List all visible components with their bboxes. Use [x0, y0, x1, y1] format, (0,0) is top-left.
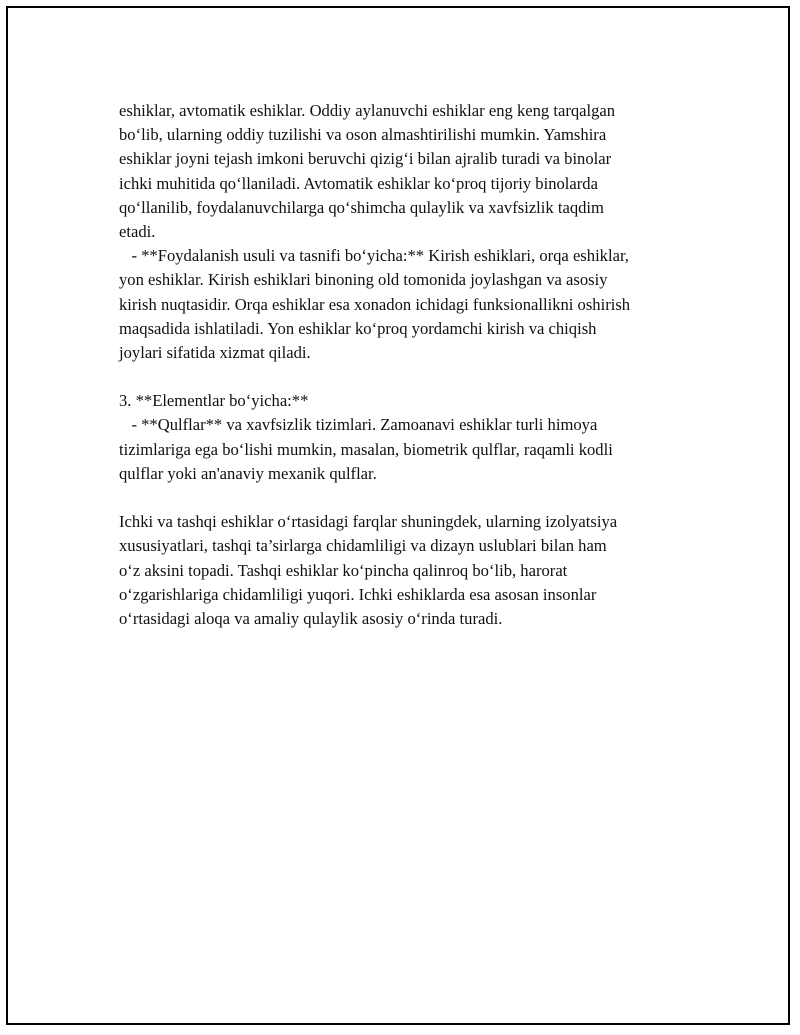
paragraph-usage-classification — [119, 244, 709, 365]
document-page — [6, 6, 790, 1025]
document-body — [119, 99, 709, 631]
text-line: yon eshiklar. Kirish eshiklari binoning old tomonida joylashgan va asosiy — [119, 270, 608, 290]
text-line: qo‘llanilib, foydalanuvchilarga qo‘shimcha qulaylik va xavfsizlik taqdim — [119, 197, 604, 217]
text-line: maqsadida ishlatiladi. Yon eshiklar ko‘proq yordamchi kirish va chiqish — [119, 318, 597, 338]
text-line: eshiklar, avtomatik eshiklar. Oddiy aylanuvchi eshiklar eng keng tarqalgan — [119, 101, 616, 120]
text-line: - **Foydalanish usuli va tasnifi bo‘yicha:** Kirish eshiklari, orqa eshiklar, — [119, 246, 629, 266]
paragraph-doors-types — [119, 99, 709, 244]
text-line: eshiklar joyni tejash imkoni beruvchi qizig‘i bilan ajralib turadi va binolar — [119, 149, 612, 169]
text-line: ichki muhitida qo‘llaniladi. Avtomatik eshiklar ko‘proq tijoriy binolarda — [119, 173, 598, 193]
text-line: o‘rtasidagi aloqa va amaliy qulaylik asosiy o‘rinda turadi. — [119, 608, 503, 628]
text-line: o‘zgarishlariga chidamliligi yuqori. Ichki eshiklarda esa asosan insonlar — [119, 584, 597, 604]
paragraph-elements — [119, 389, 709, 486]
text-line: xususiyatlari, tashqi ta’sirlarga chidamliligi va dizayn uslublari bilan ham — [119, 536, 607, 556]
text-line: Ichki va tashqi eshiklar o‘rtasidagi farqlar shuningdek, ularning izolyatsiya — [119, 512, 618, 532]
text-line: etadi. — [119, 221, 156, 241]
paragraph-spacer — [119, 486, 709, 510]
text-line: o‘z aksini topadi. Tashqi eshiklar ko‘pincha qalinroq bo‘lib, harorat — [119, 560, 568, 580]
paragraph-spacer — [119, 365, 709, 389]
text-line: tizimlariga ega bo‘lishi mumkin, masalan, biometrik qulflar, raqamli kodli — [119, 439, 613, 459]
text-line: bo‘lib, ularning oddiy tuzilishi va oson almashtirilishi mumkin. Yamshira — [119, 125, 607, 145]
text-line: qulflar yoki an'anaviy mexanik qulflar. — [119, 463, 377, 483]
text-line: kirish nuqtasidir. Orqa eshiklar esa xonadon ichidagi funksionallikni oshirish — [119, 294, 631, 314]
text-line: 3. **Elementlar bo‘yicha:** — [119, 391, 309, 411]
paragraph-inner-outer-differences — [119, 510, 709, 631]
text-line: joylari sifatida xizmat qiladi. — [119, 342, 311, 362]
text-line: - **Qulflar** va xavfsizlik tizimlari. Zamoanavi eshiklar turli himoya — [119, 415, 598, 435]
